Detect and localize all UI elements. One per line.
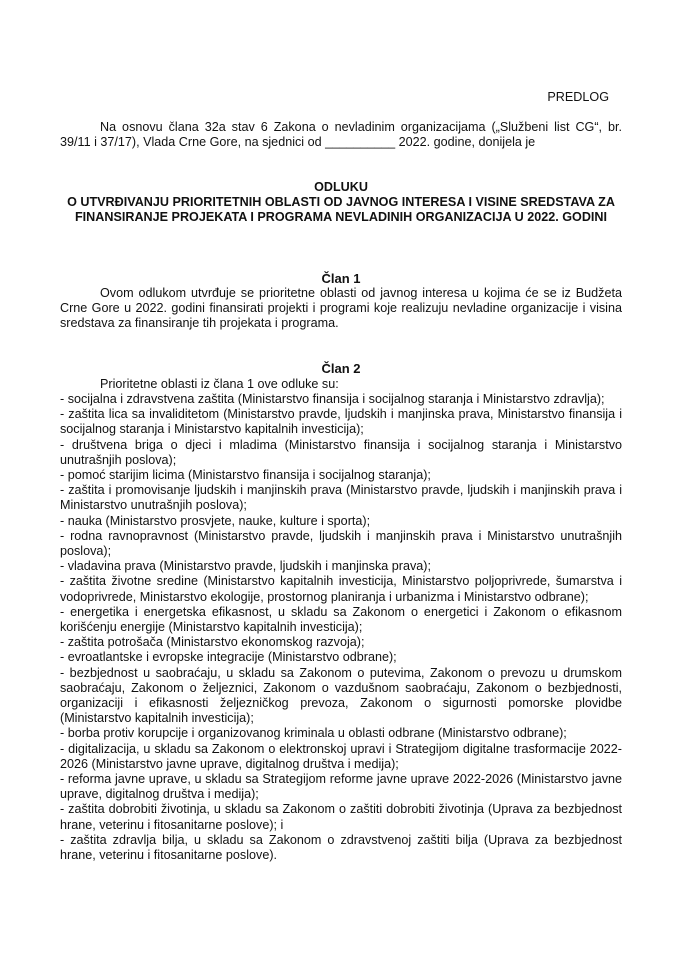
list-item: - zaštita životne sredine (Ministarstvo kapitalnih investicija, Ministarstvo poljoprivrede, šumarstva i vodoprivrede, Ministarstvo ekologije, prostornog planiranja i urbanizma i Ministarstvo odbrane); (60, 574, 622, 604)
priority-areas-list (60, 392, 622, 863)
legal-basis-text: Na osnovu člana 32a stav 6 Zakona o nevladinim organizacijama („Službeni list CG“, br. 39/11 i 37/17), Vlada Crne Gore, na sjednici od __________ 2022. godine, donijela je (60, 120, 622, 150)
decision-title-line2: O UTVRĐIVANJU PRIORITETNIH OBLASTI OD JAVNOG INTERESA I VISINE SREDSTAVA ZA FINANSIRANJE PROJEKATA I PROGRAMA NEVLADINIH ORGANIZACIJA U 2022. GODINI (67, 195, 615, 225)
list-item: - energetika i energetska efikasnost, u skladu sa Zakonom o energetici i Zakonom o efikasnom korišćenju energije (Ministarstvo kapitalnih investicija); (60, 604, 622, 635)
article-1-heading: Član 1 (321, 271, 361, 286)
list-item: - zaštita potrošača (Ministarstvo ekonomskog razvoja); (60, 635, 365, 650)
article-1-text: Ovom odlukom utvrđuje se prioritetne oblasti od javnog interesa u kojima će se iz Budžeta Crne Gore u 2022. godini finansirati projekti i programi koje realizuju nevladine organizacije i visina sredstava za finansiranje tih projekata i programa. (60, 286, 622, 331)
list-item: - nauka (Ministarstvo prosvjete, nauke, kulture i sporta); (60, 513, 371, 528)
list-item: - zaštita zdravlja bilja, u skladu sa Zakonom o zdravstvenoj zaštiti bilja (Uprava za bezbjednost hrane, veterinu i fitosanitarne poslove). (60, 832, 622, 863)
article-2-lead: Prioritetne oblasti iz člana 1 ove odluke su: (100, 377, 339, 391)
list-item: - socijalna i zdravstvena zaštita (Ministarstvo finansija i socijalnog staranja i Ministarstvo zdravlja); (60, 392, 605, 406)
article-1-paragraph (60, 286, 622, 332)
list-item: - rodna ravnopravnost (Ministarstvo pravde, ljudskih i manjinskih prava i Ministarstvo unutrašnjih poslova); (60, 528, 622, 559)
list-item: - borba protiv korupcije i organizovanog kriminala u oblasti odbrane (Ministarstvo odbrane); (60, 726, 567, 741)
decision-title (58, 180, 624, 226)
decision-title-line1: ODLUKU (314, 180, 368, 194)
list-item: - pomoć starijim licima (Ministarstvo finansija i socijalnog staranja); (60, 468, 431, 483)
draft-label: PREDLOG (547, 90, 609, 104)
list-item: - digitalizacija, u skladu sa Zakonom o elektronskoj upravi i Strategijom digitalne trasformacije 2022-2026 (Ministarstvo javne uprave, digitalnog društva i medija); (60, 741, 622, 771)
list-item: - bezbjednost u saobraćaju, u skladu sa Zakonom o putevima, Zakonom o prevozu u drumskom saobraćaju, Zakonom o željeznici, Zakonom o vazdušnom saobraćaju, Zakonom o bezbjednosti, organizaciji i efikasnosti željezničkog prevoza, Zakonom o sigurnosti pomorske plovidbe (Ministarstvo kapitalnih investicija); (60, 665, 622, 726)
article-2-heading: Član 2 (321, 361, 361, 376)
list-item: - zaštita i promovisanje ljudskih i manjinskih prava (Ministarstvo pravde, ljudskih i manjinskih prava i Ministarstvo unutrašnjih poslova); (60, 483, 622, 513)
list-item: - vladavina prava (Ministarstvo pravde, ljudskih i manjinska prava); (60, 559, 431, 574)
legal-basis-paragraph (60, 120, 622, 150)
list-item: - zaštita lica sa invaliditetom (Ministarstvo pravde, ljudskih i manjinska prava, Ministarstvo finansija i socijalnog staranja i Ministarstvo kapitalnih investicija); (60, 407, 622, 437)
list-item: - reforma javne uprave, u skladu sa Strategijom reforme javne uprave 2022-2026 (Ministarstvo javne uprave, digitalnog društva i medija); (60, 772, 622, 802)
list-item: - zaštita dobrobiti životinja, u skladu sa Zakonom o zaštiti dobrobiti životinja (Uprava za bezbjednost hrane, veterinu i fitosanitarne poslove); i (60, 802, 622, 832)
list-item: - društvena briga o djeci i mladima (Ministarstvo finansija i socijalnog staranja i Ministarstvo unutrašnjih poslova); (60, 437, 622, 467)
list-item: - evroatlantske i evropske integracije (Ministarstvo odbrane); (60, 650, 397, 665)
